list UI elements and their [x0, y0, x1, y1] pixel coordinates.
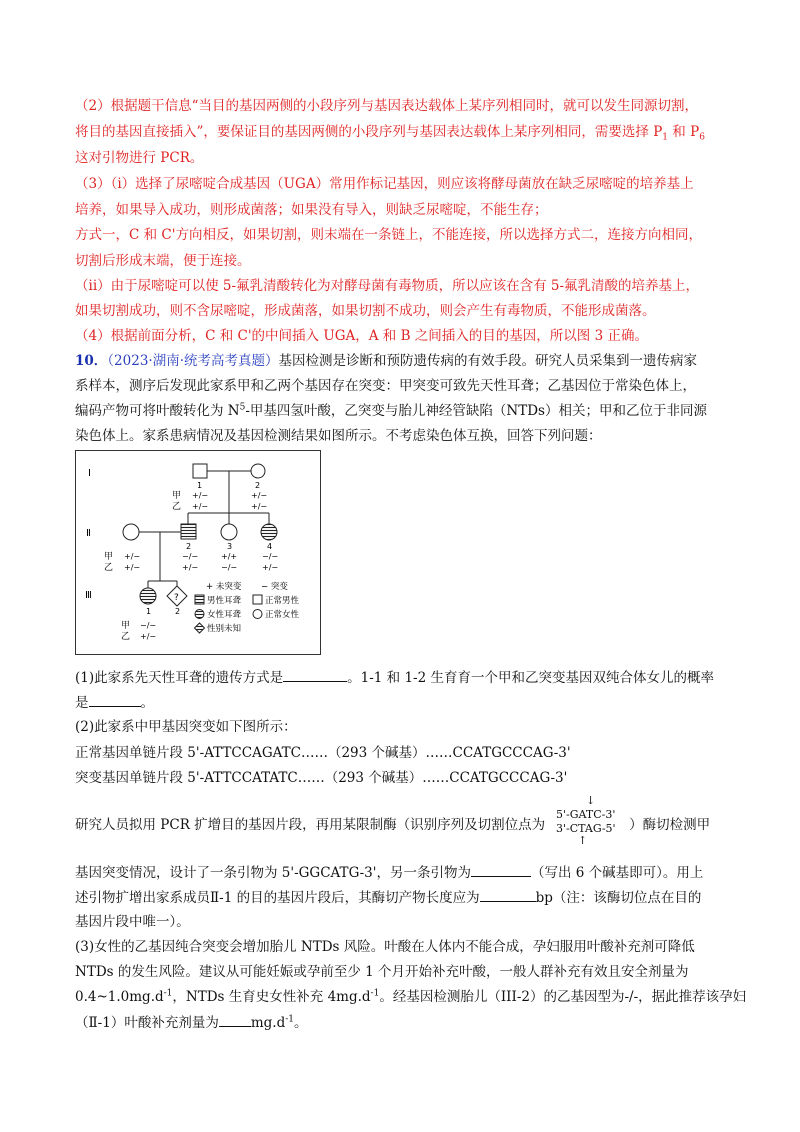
enzyme-top-strand: 5'-GATC-3' [556, 808, 616, 821]
answer-line-3: 这对引物进行 PCR。 [75, 150, 204, 166]
subq-3-line-1: (3)女性的乙基因纯合突变会增加胎儿 NTDs 风险。叶酸在人体内不能合成，孕妇服用叶酸补充剂可降低 [75, 939, 695, 955]
subq-2-line-4 [75, 887, 701, 908]
answer-line-5: 培养，如果导入成功，则形成菌落；如果没有导入，则缺乏尿嘧啶，不能生存； [75, 202, 548, 218]
question-intro-1 [75, 351, 697, 371]
question-source: （2023·湖南·统考高考真题） [107, 353, 279, 369]
text: 是 [75, 695, 89, 711]
answer-line-1: （2）根据题干信息“当目的基因两侧的小段序列与基因表达载体上某序列相同时，就可以发生同源切割， [75, 98, 698, 114]
I-2-yi-genotype: +/− [251, 502, 268, 511]
cut-arrow-up-icon: ↑ [578, 834, 588, 847]
text: (1)此家系先天性耳聋的遗传方式是 [75, 670, 284, 686]
II-2-deaf-male [181, 524, 196, 539]
text: 和 P [668, 124, 700, 140]
I-1-number: 1 [197, 481, 203, 490]
legend-deaf-male-symbol [195, 595, 204, 604]
legend-normal-female: 正常女性 [265, 610, 300, 620]
legend-deaf-female-symbol [195, 610, 204, 619]
text: -甲基四氢叶酸，乙突变与胎儿神经管缺陷（NTDs）相关；甲和乙位于非同源 [245, 403, 707, 419]
III-1-number: 1 [146, 607, 152, 616]
II-4-jia-genotype: −/− [262, 552, 279, 561]
III-1-deaf-female [140, 588, 156, 604]
text: ，NTDs 生育史女性补充 4mg.d [172, 989, 371, 1005]
superscript: -1 [370, 988, 380, 999]
III-1-jia-genotype: −/− [140, 621, 157, 630]
I-1-normal-male [193, 464, 207, 478]
II-1-yi-genotype: +/− [124, 563, 141, 572]
subq-3-line-4 [75, 1012, 308, 1033]
II-1-jia-genotype: +/− [124, 552, 141, 561]
II-3-normal-female [221, 524, 237, 540]
I-2-normal-female [251, 464, 265, 478]
question-intro-2: 系样本，测序后发现此家系甲和乙两个基因存在突变：甲突变可致先天性耳聋；乙基因位于常染色体上， [75, 378, 696, 394]
subq-2-line-1: (2)此家系中甲基因突变如下图所示： [75, 719, 297, 735]
answer-line-6: 方式一，C 和 C'方向相反，如果切割，则末端在一条链上，不能连接，所以选择方式二，连接方向相同， [75, 227, 702, 243]
text: 述引物扩增出家系成员Ⅱ-1 的目的基因片段后，其酶切产物长度应为 [75, 890, 480, 906]
enzyme-bottom-strand: 3'-CTAG-5' [556, 822, 616, 835]
answer-line-9: 如果切割成功，则不含尿嘧啶，形成菌落，如果切割不成功，则会产生有毒物质，不能形成菌落。 [75, 303, 656, 319]
superscript: -1 [163, 988, 173, 999]
I-1-jia-genotype: +/− [192, 491, 209, 500]
superscript: -1 [285, 1014, 294, 1025]
legend-normal-female-symbol [253, 610, 262, 619]
II-4-number: 4 [267, 542, 273, 551]
legend-mutated: − 突变 [261, 582, 288, 592]
enzyme-recognition-site [556, 794, 636, 847]
answer-blank[interactable] [219, 1012, 251, 1027]
text: 0.4~1.0mg.d [75, 989, 164, 1005]
text: 基因突变情况，设计了一条引物为 5'-GGCATG-3'，另一条引物为 [75, 865, 471, 881]
III-2-question-mark: ? [174, 593, 179, 603]
answer-line-4: （3）（i）选择了尿嘧啶合成基因（UGA）常用作标记基因，则应该将酵母菌放在缺乏尿嘧啶的培养基上 [75, 176, 694, 192]
text: 。 [294, 1015, 308, 1031]
I-2-jia-genotype: +/− [251, 491, 268, 500]
text: bp（注：该酶切位点在目的 [535, 890, 702, 906]
jia-label: 甲 [121, 621, 131, 631]
text: 研究人员拟用 PCR 扩增目的基因片段，再用某限制酶（识别序列及切割位点为 [75, 817, 546, 833]
answer-blank[interactable] [283, 667, 347, 682]
yi-label: 乙 [121, 632, 131, 642]
text: 。经基因检测胎儿（III-2）的乙基因型为-/-，据此推荐该孕妇 [379, 989, 747, 1005]
III-2-number: 2 [175, 607, 181, 616]
I-1-yi-genotype: +/− [192, 502, 209, 511]
text: 。1-1 和 1-2 生育育一个甲和乙突变基因双纯合体女儿的概率 [347, 670, 714, 686]
II-3-yi-genotype: −/− [221, 563, 238, 572]
answer-line-8: （ii）由于尿嘧啶可以使 5-氟乳清酸转化为对酵母菌有毒物质，所以应该在含有 5-氟乳清酸的培养基上， [75, 278, 700, 294]
subq-2-line-5: 基因片段中唯一）。 [75, 914, 190, 930]
superscript: 5 [239, 402, 246, 413]
legend-unknown-sex-symbol [195, 623, 205, 633]
question-number: 10． [75, 353, 108, 369]
gen-label-1: Ⅰ [88, 468, 91, 479]
text: （Ⅱ-1）叶酸补充剂量为 [75, 1015, 219, 1031]
mutant-gene-sequence: 突变基因单链片段 5'-ATTCCATATC……（293 个碱基）……CCATGCCCAG-3' [75, 770, 568, 786]
II-2-jia-genotype: −/− [182, 552, 199, 561]
II-4-deaf-female [261, 524, 277, 540]
text: 基因检测是诊断和预防遗传病的有效手段。研究人员采集到一遗传病家 [278, 353, 697, 369]
question-intro-4: 染色体上。家系患病情况及基因检测结果如图所示。不考虑染色体互换，回答下列问题： [75, 428, 602, 444]
jia-label: 甲 [104, 552, 114, 562]
jia-label: 甲 [172, 491, 182, 501]
answer-line-10: （4）根据前面分析，C 和 C'的中间插入 UGA，A 和 B 之间插入的目的基因，所以图 3 正确。 [75, 328, 648, 344]
subq-1-line-1 [75, 667, 714, 688]
II-4-yi-genotype: +/− [262, 563, 279, 572]
pedigree-figure [75, 450, 321, 655]
II-2-yi-genotype: +/− [182, 563, 199, 572]
text: ）酶切检测甲 [629, 817, 711, 833]
subq-1-line-2 [75, 692, 154, 713]
answer-blank[interactable] [480, 887, 536, 902]
normal-gene-sequence: 正常基因单链片段 5'-ATTCCAGATC……（293 个碱基）……CCATGCCCAG-3' [75, 745, 571, 761]
answer-line-7: 切割后形成末端，便于连接。 [75, 253, 251, 269]
cut-arrow-down-icon: ↓ [586, 794, 596, 807]
yi-label: 乙 [104, 563, 114, 573]
gen-label-3: Ⅲ [85, 590, 92, 601]
subscript: 1 [662, 132, 669, 143]
legend-unknown-sex: 性别未知 [207, 624, 242, 634]
II-1-normal-female [123, 524, 139, 540]
subq-3-line-3 [75, 987, 746, 1007]
text: 将目的基因直接插入”，要保证目的基因两侧的小段序列与基因表达载体上某序列相同，需要选择 P [75, 124, 663, 140]
pedigree-diagram [76, 451, 320, 654]
subq-3-line-2: NTDs 的发生风险。建议从可能妊娠或孕前至少 1 个月开始补充叶酸，一般人群补充有效且安全剂量为 [75, 964, 689, 980]
answer-blank[interactable] [89, 692, 141, 707]
II-2-number: 2 [186, 542, 192, 551]
III-1-yi-genotype: +/− [140, 632, 157, 641]
text: 。 [140, 695, 154, 711]
subscript: 6 [699, 132, 705, 143]
legend-normal-male: 正常男性 [265, 596, 300, 606]
legend-deaf-female: 女性耳聋 [207, 610, 242, 620]
question-intro-3 [75, 401, 707, 421]
text: 编码产物可将叶酸转化为 N [75, 403, 240, 419]
II-3-number: 3 [227, 542, 233, 551]
legend-deaf-male: 男性耳聋 [207, 596, 242, 606]
subq-2-line-3 [75, 862, 703, 883]
text: （写出 6 个碱基即可）。用上 [530, 865, 704, 881]
answer-blank[interactable] [471, 862, 531, 877]
gen-label-2: Ⅱ [86, 528, 91, 539]
II-3-jia-genotype: +/+ [221, 552, 238, 561]
legend-normal-male-symbol [253, 595, 262, 604]
I-2-number: 2 [255, 481, 261, 490]
text: mg.d [250, 1015, 286, 1031]
yi-label: 乙 [172, 502, 182, 512]
legend-unmutated: + 未突变 [206, 582, 242, 592]
answer-line-2 [75, 122, 705, 142]
